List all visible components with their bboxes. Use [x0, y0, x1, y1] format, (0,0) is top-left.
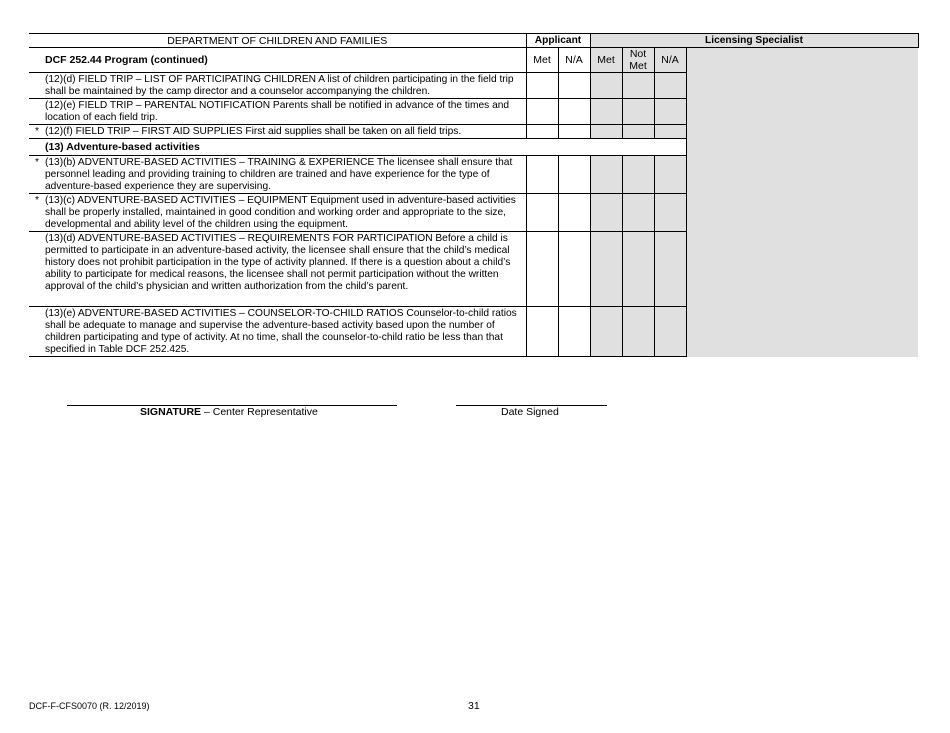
specialist-met-cell[interactable]: [590, 194, 622, 232]
requirement-text: (12)(d) FIELD TRIP – LIST OF PARTICIPATING CHILDREN A list of children participating in the field trip shall be maintained by the camp director and a counselor accompanying the children.: [45, 74, 514, 97]
specialist-na-cell[interactable]: [654, 307, 686, 357]
specialist-notes-area: [686, 48, 918, 357]
requirement-text: (13)(e) ADVENTURE-BASED ACTIVITIES – COUNSELOR-TO-CHILD RATIOS Counselor-to-child ratios shall be adequate to manage and supervise the adventure-based activity based upon the number of children participating and type of activity. At no time, shall the counselor-to-child ratio be less than that specified in Table DCF 252.425.: [45, 308, 517, 355]
specialist-na-cell[interactable]: [654, 125, 686, 139]
section-heading: (13) Adventure-based activities: [29, 139, 686, 156]
checklist-table: [29, 33, 919, 357]
date-signed-label: Date Signed: [501, 406, 559, 418]
requirement-text: (12)(f) FIELD TRIP – FIRST AID SUPPLIES First aid supplies shall be taken on all field trips.: [45, 126, 462, 137]
requirement-text: (13)(c) ADVENTURE-BASED ACTIVITIES – EQUIPMENT Equipment used in adventure-based activities shall be properly installed, maintained in good condition and working order and appropriate to the size, developmental and ability level of the children using the equipment.: [45, 195, 516, 230]
required-marker: *: [35, 195, 39, 206]
specialist-met-cell[interactable]: [590, 232, 622, 307]
specialist-na-cell[interactable]: [654, 194, 686, 232]
applicant-na-cell[interactable]: [558, 73, 590, 99]
applicant-met-cell[interactable]: [526, 232, 558, 307]
specialist-not-met-cell[interactable]: [622, 125, 654, 139]
applicant-met-cell[interactable]: [526, 99, 558, 125]
form-id: DCF-F-CFS0070 (R. 12/2019): [29, 701, 150, 711]
signature-label: SIGNATURE – Center Representative: [140, 406, 318, 418]
applicant-met-cell[interactable]: [526, 307, 558, 357]
specialist-met-cell[interactable]: [590, 307, 622, 357]
specialist-met-cell[interactable]: [590, 156, 622, 194]
required-marker: *: [35, 157, 39, 168]
applicant-na-cell[interactable]: [558, 156, 590, 194]
applicant-na-cell[interactable]: [558, 232, 590, 307]
specialist-met-cell[interactable]: [590, 99, 622, 125]
applicant-na-cell[interactable]: [558, 125, 590, 139]
requirement-text: (12)(e) FIELD TRIP – PARENTAL NOTIFICATION Parents shall be notified in advance of the times and location of each field trip.: [45, 100, 510, 123]
specialist-met-header: Met: [590, 48, 622, 73]
specialist-na-cell[interactable]: [654, 99, 686, 125]
specialist-not-met-cell[interactable]: [622, 73, 654, 99]
department-heading: DEPARTMENT OF CHILDREN AND FAMILIES: [29, 34, 526, 48]
specialist-met-cell[interactable]: [590, 73, 622, 99]
specialist-not-met-header: Not Met: [622, 48, 654, 73]
requirement-text: (13)(d) ADVENTURE-BASED ACTIVITIES – REQUIREMENTS FOR PARTICIPATION Before a child is permitted to participate in an adventure-based activity, the licensee shall ensure that the child’s medical history does not prohibit participation in the type of activity planned. If there is a question about a child’s ability to participate for medical reasons, the licensee shall not permit participation without the written approval of the child’s physician and written authorization from the child’s parent.: [45, 233, 511, 292]
applicant-na-cell[interactable]: [558, 194, 590, 232]
specialist-met-cell[interactable]: [590, 125, 622, 139]
applicant-met-header: Met: [526, 48, 558, 73]
requirement-text: (13)(b) ADVENTURE-BASED ACTIVITIES – TRAINING & EXPERIENCE The licensee shall ensure that personnel leading and providing training to children are trained and have experience for the type of adventure-based experience they are supervising.: [45, 157, 513, 192]
specialist-not-met-cell[interactable]: [622, 99, 654, 125]
specialist-na-cell[interactable]: [654, 232, 686, 307]
applicant-na-cell[interactable]: [558, 307, 590, 357]
column-header-row: [29, 48, 918, 73]
specialist-not-met-cell[interactable]: [622, 232, 654, 307]
specialist-not-met-cell[interactable]: [622, 156, 654, 194]
program-title: DCF 252.44 Program (continued): [29, 48, 526, 73]
applicant-met-cell[interactable]: [526, 73, 558, 99]
specialist-na-cell[interactable]: [654, 156, 686, 194]
applicant-met-cell[interactable]: [526, 125, 558, 139]
licensing-specialist-heading: Licensing Specialist: [590, 34, 918, 48]
header-row: [29, 34, 918, 48]
required-marker: *: [35, 126, 39, 137]
applicant-na-cell[interactable]: [558, 99, 590, 125]
applicant-met-cell[interactable]: [526, 156, 558, 194]
specialist-na-cell[interactable]: [654, 73, 686, 99]
specialist-not-met-cell[interactable]: [622, 307, 654, 357]
applicant-na-header: N/A: [558, 48, 590, 73]
applicant-heading: Applicant: [526, 34, 590, 48]
specialist-not-met-cell[interactable]: [622, 194, 654, 232]
applicant-met-cell[interactable]: [526, 194, 558, 232]
specialist-na-header: N/A: [654, 48, 686, 73]
page-number: 31: [468, 700, 480, 712]
